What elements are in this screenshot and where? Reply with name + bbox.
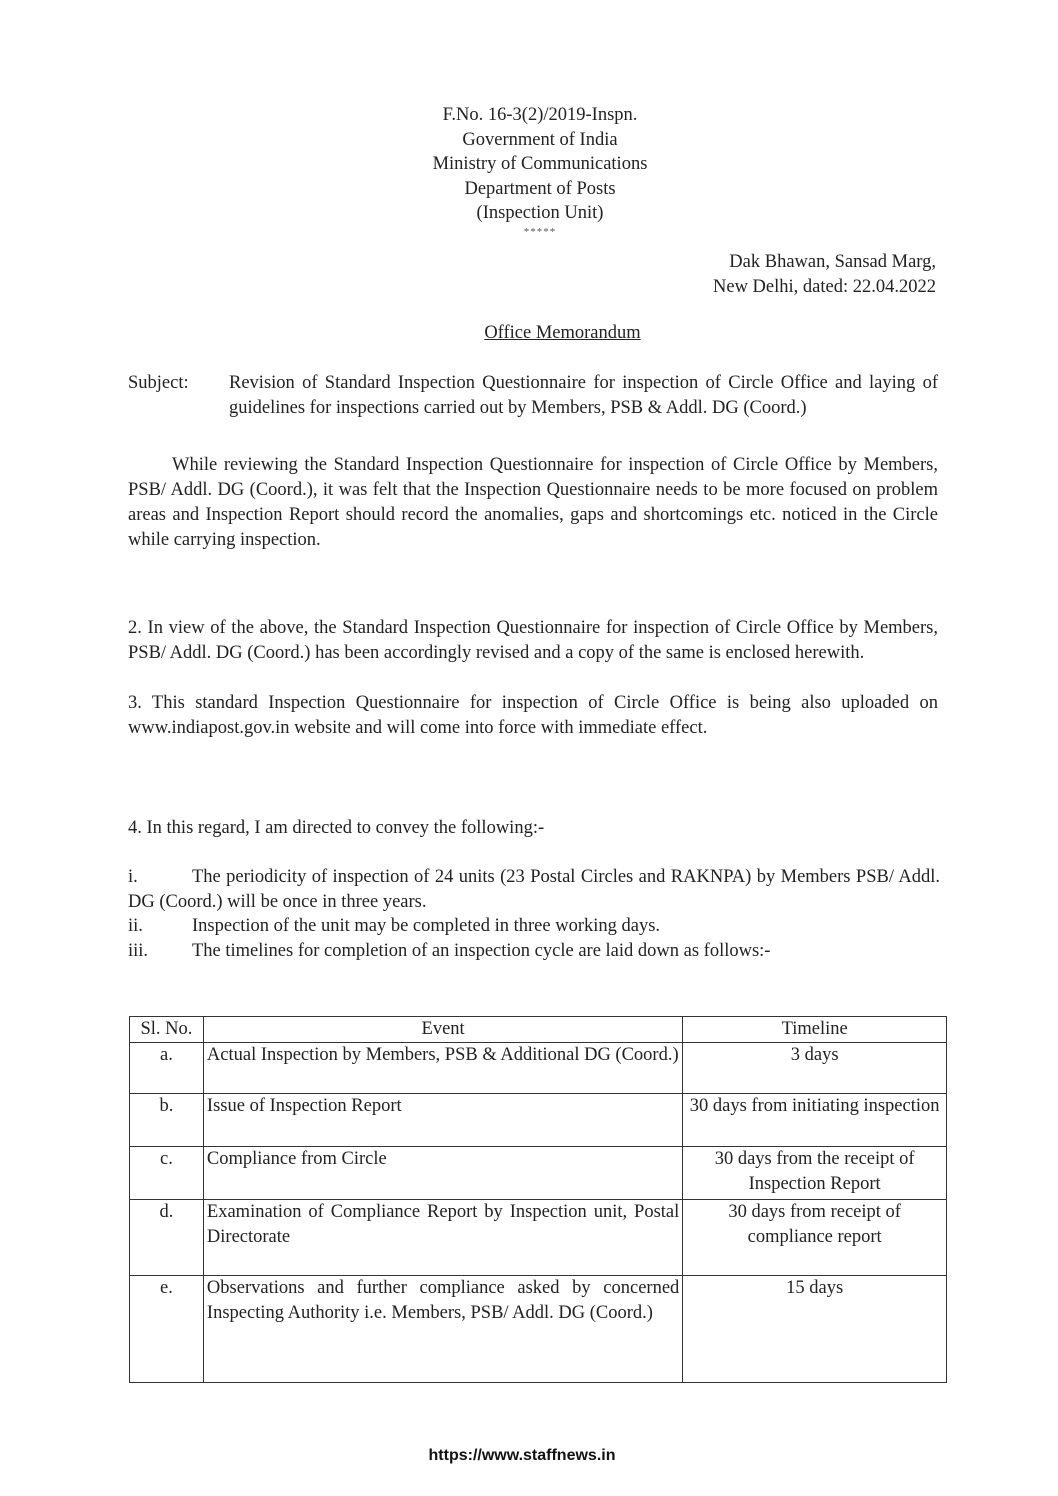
paragraph-2: 2. In view of the above, the Standard Inspection Questionnaire for inspection of Circle Office by Members, PSB/ Addl. DG (Coord.) has been accordingly revised and a copy of the same is enclosed herewith.: [128, 618, 938, 663]
cell-timeline: 30 days from receipt of compliance report: [683, 1200, 947, 1276]
table-row: [130, 1200, 947, 1276]
date: New Delhi, dated: 22.04.2022: [713, 276, 936, 297]
item-number: i.: [128, 867, 138, 887]
separator-stars: *****: [523, 225, 557, 238]
subject: [128, 371, 938, 420]
cell-timeline: 3 days: [683, 1043, 947, 1094]
cell-sl: b.: [130, 1094, 204, 1147]
item-number: iii.: [128, 941, 149, 961]
cell-sl: a.: [130, 1043, 204, 1094]
table-row: [130, 1276, 947, 1383]
paragraph-3-text-a: 3. This standard Inspection Questionnaire for inspection of Circle Office is being also uploaded on: [128, 693, 938, 713]
table-header-row: [130, 1017, 947, 1043]
government-name: Government of India: [462, 129, 618, 150]
list-item: [128, 939, 940, 964]
place-date: [713, 250, 936, 299]
item-number: ii.: [128, 916, 143, 936]
paragraph-3-text-b: website and will come into force with immediate effect.: [289, 718, 708, 738]
cell-event: Compliance from Circle: [203, 1147, 682, 1200]
item-text: Inspection of the unit may be completed in three working days.: [192, 916, 661, 936]
list-item: [128, 865, 940, 915]
address: Dak Bhawan, Sansad Marg,: [729, 252, 936, 272]
table-row: [130, 1043, 947, 1094]
cell-event: Examination of Compliance Report by Inspection unit, Postal Directorate: [203, 1200, 682, 1276]
subject-text: Revision of Standard Inspection Questionnaire for inspection of Circle Office and laying of guidelines for inspections carried out by Members, PSB & Addl. DG (Coord.): [229, 373, 938, 418]
cell-sl: c.: [130, 1147, 204, 1200]
cell-sl: d.: [130, 1200, 204, 1276]
cell-sl: e.: [130, 1276, 204, 1383]
website-link[interactable]: www.indiapost.gov.in: [128, 718, 290, 738]
department-name: Department of Posts: [464, 178, 616, 199]
unit-name: (Inspection Unit): [476, 203, 604, 223]
file-number: F.No. 16-3(2)/2019-Inspn.: [442, 105, 638, 125]
item-text: The periodicity of inspection of 24 units (23 Postal Circles and RAKNPA) by Members PSB/ Addl. DG (Coord.) will be once in three years.: [128, 867, 940, 912]
paragraph-4: 4. In this regard, I am directed to convey the following:-: [128, 818, 545, 838]
cell-event: Actual Inspection by Members, PSB & Additional DG (Coord.): [203, 1043, 682, 1094]
cell-timeline: 15 days: [683, 1276, 947, 1383]
cell-event: Issue of Inspection Report: [203, 1094, 682, 1147]
cell-timeline: 30 days from initiating inspection: [683, 1094, 947, 1147]
item-text: The timelines for completion of an inspection cycle are laid down as follows:-: [192, 941, 771, 961]
paragraph-3: [128, 691, 938, 741]
footer-url[interactable]: https://www.staffnews.in: [428, 1447, 616, 1464]
cell-timeline: 30 days from the receipt of Inspection Report: [683, 1147, 947, 1200]
header-sl-no: Sl. No.: [130, 1017, 204, 1043]
paragraph-1: While reviewing the Standard Inspection Questionnaire for inspection of Circle Office by Members, PSB/ Addl. DG (Coord.), it was felt that the Inspection Questionnaire needs to be more focused on problem areas and Inspection Report should record the anomalies, gaps and shortcomings etc. noticed in the Circle while carrying inspection.: [128, 455, 938, 550]
ministry-name: Ministry of Communications: [432, 154, 648, 174]
cell-event: Observations and further compliance asked by concerned Inspecting Authority i.e. Members, PSB/ Addl. DG (Coord.): [203, 1276, 682, 1383]
table-row: [130, 1094, 947, 1147]
document-title: Office Memorandum: [484, 323, 641, 343]
subject-label: Subject:: [128, 373, 189, 393]
timeline-table: [129, 1016, 947, 1383]
letterhead: [340, 103, 740, 238]
table-row: [130, 1147, 947, 1200]
header-event: Event: [203, 1017, 682, 1043]
list-item: [128, 914, 940, 939]
header-timeline: Timeline: [683, 1017, 947, 1043]
